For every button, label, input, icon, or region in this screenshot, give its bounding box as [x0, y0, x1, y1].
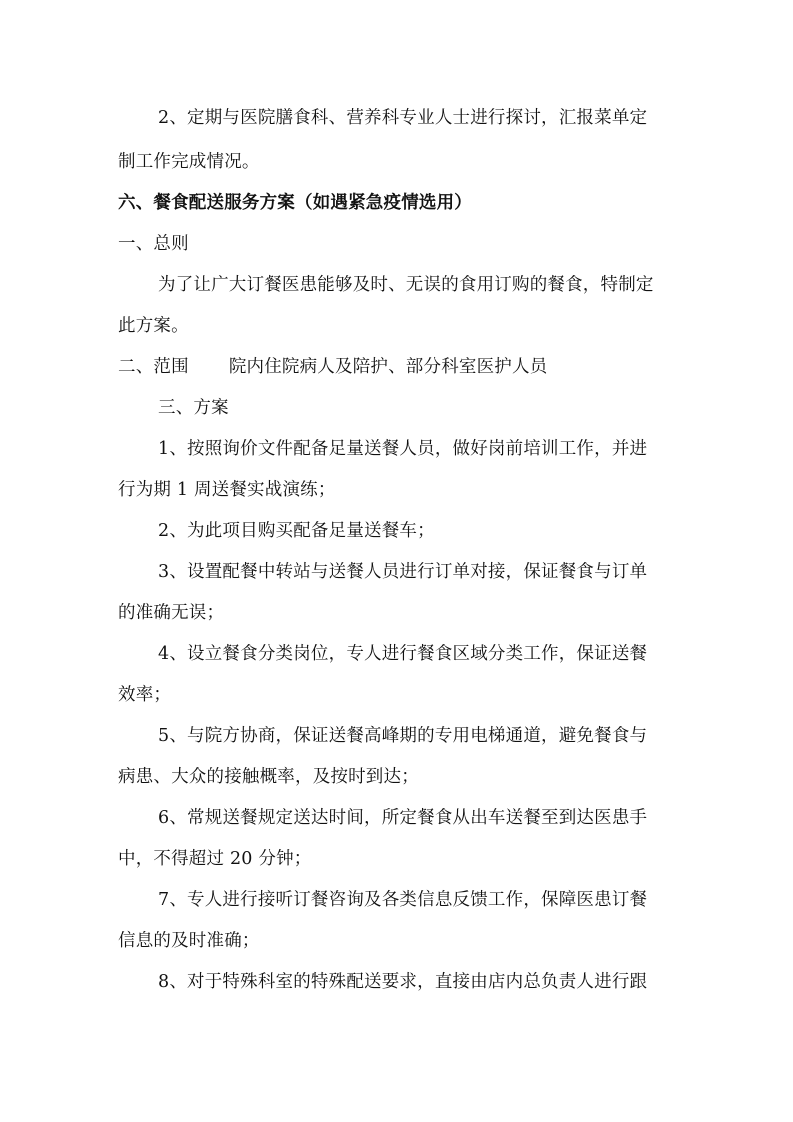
item-7-line-2: 信息的及时准确；	[118, 931, 260, 951]
scope-line	[118, 356, 547, 378]
scope-text: 院内住院病人及陪护、部分科室医护人员	[228, 357, 548, 377]
general-line-1: 为了让广大订餐医患能够及时、无误的食用订购的餐食，特制定	[158, 275, 654, 295]
item-8-line-1: 8、对于特殊科室的特殊配送要求，直接由店内总负责人进行跟	[158, 972, 648, 992]
item-7-line-1: 7、专人进行接听订餐咨询及各类信息反馈工作，保障医患订餐	[158, 890, 648, 910]
item-4-line-2: 效率；	[118, 685, 172, 705]
item-5-line-2: 病患、大众的接触概率，及按时到达；	[118, 767, 419, 787]
general-line-2: 此方案。	[118, 316, 189, 336]
item-5-line-1: 5、与院方协商，保证送餐高峰期的专用电梯通道，避免餐食与	[158, 726, 648, 746]
item-6-line-2: 中，不得超过 20 分钟；	[118, 849, 312, 869]
section-6-heading: 六、餐食配送服务方案（如遇紧急疫情选用）	[118, 193, 472, 213]
para-2-line-1: 2、定期与医院膳食科、营养科专业人士进行探讨，汇报菜单定	[158, 108, 648, 128]
item-1-line-2: 行为期 1 周送餐实战演练；	[118, 480, 336, 500]
item-1-line-1: 1、按照询价文件配备足量送餐人员，做好岗前培训工作，并进	[158, 439, 648, 459]
scope-label: 二、范围	[118, 357, 189, 377]
item-2-line-1: 2、为此项目购买配备足量送餐车；	[158, 521, 435, 541]
item-3-line-2: 的准确无误；	[118, 603, 225, 623]
item-4-line-1: 4、设立餐食分类岗位，专人进行餐食区域分类工作，保证送餐	[158, 644, 648, 664]
general-heading: 一、总则	[118, 234, 189, 254]
plan-heading: 三、方案	[158, 398, 229, 418]
item-3-line-1: 3、设置配餐中转站与送餐人员进行订单对接，保证餐食与订单	[158, 562, 648, 582]
para-2-line-2: 制工作完成情况。	[118, 152, 260, 172]
item-6-line-1: 6、常规送餐规定送达时间，所定餐食从出车送餐至到达医患手	[158, 808, 648, 828]
